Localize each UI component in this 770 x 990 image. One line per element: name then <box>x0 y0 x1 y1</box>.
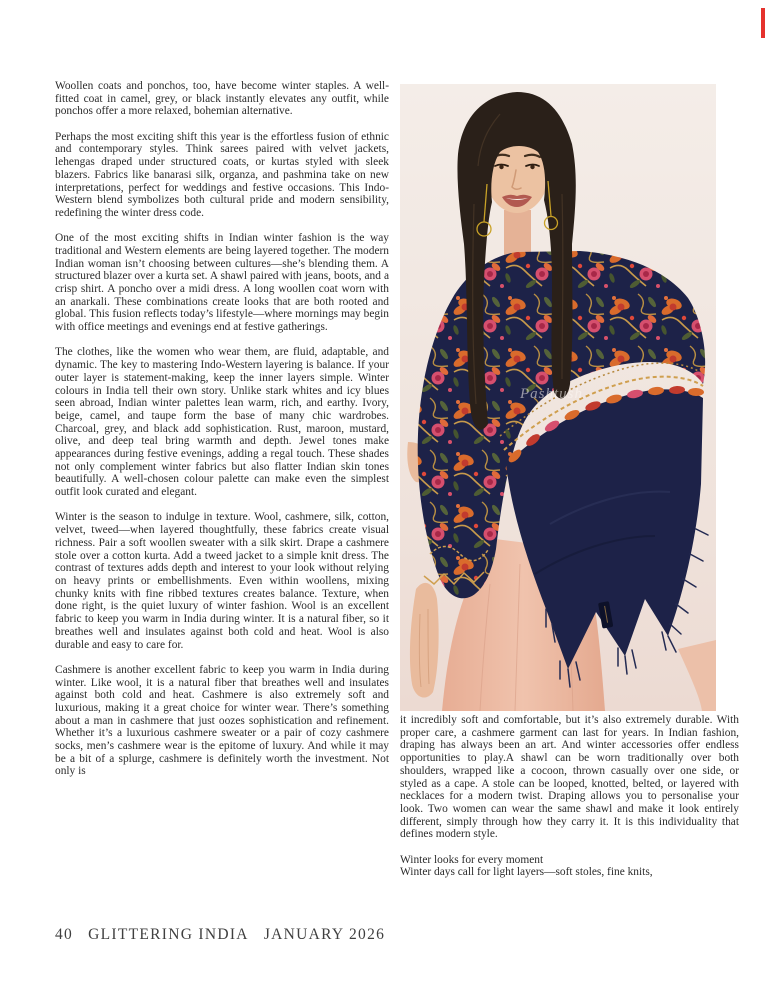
fashion-photo <box>400 84 716 711</box>
photo-watermark: Pashtush <box>520 386 584 402</box>
paragraph-cashmere: Cashmere is another excellent fabric to keep you warm in India during winter. Like wool, it is a natural fiber that breathes well and insulates against both cold and heat. Cashmere is also extremely soft and luxurious, making it a great choice for winter wear. There’s something about a man in cashmere that just oozes sophistication and refinement. Whether it’s a luxurious cashmere sweater or a pair of cozy cashmere socks, men’s cashmere wear is the epitome of luxury. And while it may be a bit of a splurge, cashmere is definitely worth the investment. Not only is <box>55 663 389 778</box>
paragraph-layering: One of the most exciting shifts in Indian winter fashion is the way traditional and Western elements are being layered together. The modern Indian woman isn’t choosing between cultures—she’s blending them. A structured blazer over a kurta set. A shawl paired with jeans, boots, and a crisp shirt. A poncho over a midi dress. A long woollen coat worn with an anarkali. These combinations create looks that are both rooted and global. This fusion reflects today’s lifestyle—where mornings may begin with office meetings and evenings end at festive gatherings. <box>55 232 389 334</box>
paragraph-winter-colours: The clothes, like the women who wear them, are fluid, adaptable, and dynamic. The key to mastering Indo-Western layering is balance. If your outer layer is statement-making, keep the inner layers simple. Winter colours in India tell their own story. Unlike stark whites and icy blues seen abroad, Indian winter palettes lean warm, rich, and earthy. Ivory, beige, camel, and taupe form the base of many chic wardrobes. Charcoal, grey, and black add sophistication. Rust, maroon, mustard, olive, and deep teal bring warmth and depth. Jewel tones make appearances during festive evenings, adding a regal touch. These shades not only complement winter fabrics but also flatter Indian skin tones beautifully. A well-chosen colour palette can make even the simplest outfit look curated and elegant. <box>55 346 389 499</box>
magazine-title: GLITTERING INDIA <box>88 926 249 943</box>
article-right-column <box>400 714 739 879</box>
paragraph-cashmere-continued: it incredibly soft and comfortable, but it’s also extremely durable. With proper care, a cashmere garment can last for years. In Indian fashion, draping has always been an art. And winter accessories offer endless opportunities to play.A shawl can be worn traditionally over both shoulders, wrapped like a cocoon, thrown casually over one side, or styled as a cape. A stole can be looped, knotted, belted, or layered with necklaces for a modern twist. Draping allows you to personalise your look. Two women can wear the same shawl and make it look entirely different, simply through how they carry it. It is this individuality that defines modern style. <box>400 714 739 841</box>
page-number: 40 <box>55 926 74 943</box>
paragraph-texture: Winter is the season to indulge in texture. Wool, cashmere, silk, cotton, velvet, tweed—when layered thoughtfully, these fabrics create visual richness. Pair a soft woollen sweater with a silk skirt. Drape a cashmere stole over a cotton kurta. Add a tweed jacket to a simple knit dress. The contrast of textures adds depth and interest to your look without relying on heavy prints or embellishments. Even within woollens, mixing chunky knits with fine ribbed textures creates balance. Texture, when done right, is the quiet luxury of winter fashion. Wool is an excellent fabric to keep you warm in India during winter. It is a natural fiber, so it breathes well and insulates against both cold and heat. Wool is also durable and easy to care for. <box>55 511 389 651</box>
page-edge-red-mark <box>761 8 765 38</box>
article-left-column <box>55 80 389 778</box>
page-footer <box>55 926 385 944</box>
paragraph-winter-days: Winter days call for light layers—soft stoles, fine knits, <box>400 866 653 879</box>
shawl-model-illustration <box>400 84 716 711</box>
paragraph-woollen-coats: Woollen coats and ponchos, too, have become winter staples. A well-fitted coat in camel, grey, or black instantly elevates any outfit, while ponchos offer a more relaxed, bohemian alternative. <box>55 80 389 118</box>
subheading-winter-looks: Winter looks for every moment <box>400 853 544 866</box>
paragraph-ethnic-fusion: Perhaps the most exciting shift this year is the effortless fusion of ethnic and contemporary styles. Think sarees paired with velvet jackets, lehengas draped under structured coats, or kurtas styled with sleek blazers. Fabrics like banarasi silk, organza, and pashmina take on new interpretations, perfect for weddings and festive occasions. This Indo-Western blend symbolizes both cultural pride and modern sensibility, redefining the winter dress code. <box>55 130 389 219</box>
issue-date: JANUARY 2026 <box>263 926 386 943</box>
